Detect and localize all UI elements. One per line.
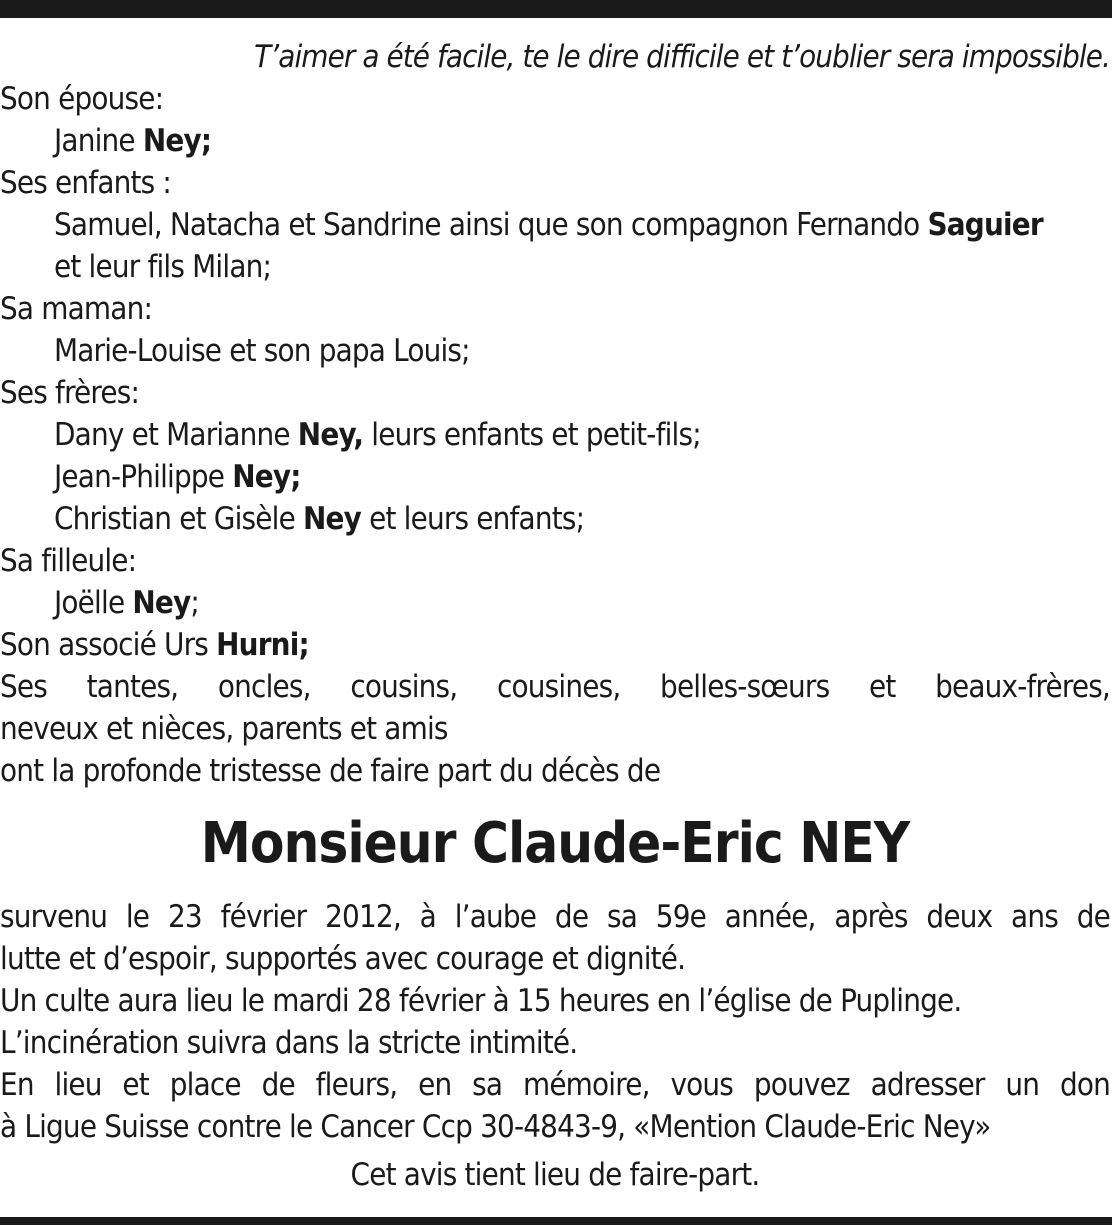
brother3-rest: et leurs enfants; [361, 501, 585, 537]
goddaughter-end: ; [190, 585, 200, 621]
goddaughter-last: Ney [132, 585, 191, 621]
children-last: Saguier [927, 207, 1043, 243]
spouse-first: Janine [54, 123, 135, 159]
motto: T’aimer a été facile, te le dire difficile et t’oublier sera impossible. [254, 39, 1110, 75]
footer-note: Cet avis tient lieu de faire-part. [350, 1157, 760, 1193]
brother-line-2 [0, 456, 1110, 498]
spouse-line [0, 120, 1110, 162]
brother-line-1 [0, 414, 1110, 456]
relatives-line-2: neveux et nièces, parents et amis [0, 711, 448, 747]
partner-line [0, 624, 1110, 666]
spouse-last: Ney; [142, 123, 212, 159]
goddaughter-first: Joëlle [54, 585, 125, 621]
brother3-last: Ney [303, 501, 362, 537]
goddaughter-label: Sa filleule: [0, 543, 137, 579]
cremation-line: L’incinération suivra dans la stricte intimité. [0, 1025, 578, 1061]
donation-line-2: à Ligue Suisse contre le Cancer Ccp 30-4843-9, «Mention Claude-Eric Ney» [0, 1109, 991, 1145]
death-line-1: survenu le 23 février 2012, à l’aube de sa 59e année, après deux ans de [0, 899, 1110, 935]
children-line-2: et leur fils Milan; [54, 249, 272, 285]
brothers-label: Ses frères: [0, 375, 140, 411]
goddaughter-line [0, 582, 1110, 624]
top-rule [0, 0, 1112, 18]
obituary-notice [0, 36, 1110, 1196]
spouse-label: Son épouse: [0, 81, 164, 117]
mother-label: Sa maman: [0, 291, 153, 327]
brother2-first: Jean-Philippe [54, 459, 225, 495]
announce-line: ont la profonde tristesse de faire part du décès de [0, 753, 661, 789]
brother3-first: Christian et Gisèle [54, 501, 295, 537]
service-line: Un culte aura lieu le mardi 28 février à 15 heures en l’église de Puplinge. [0, 983, 962, 1019]
partner-last: Hurni; [216, 627, 309, 663]
children-line-1 [0, 204, 1110, 246]
brother1-first: Dany et Marianne [54, 417, 290, 453]
bottom-rule [0, 1217, 1112, 1225]
death-line-2: lutte et d’espoir, supportés avec courage et dignité. [0, 941, 686, 977]
mother-line: Marie-Louise et son papa Louis; [54, 333, 470, 369]
children-label: Ses enfants : [0, 165, 171, 201]
partner-first: Son associé Urs [0, 627, 209, 663]
brother1-last: Ney, [297, 417, 364, 453]
relatives-line-1: Ses tantes, oncles, cousins, cousines, belles-sœurs et beaux-frères, [0, 669, 1110, 705]
children-names: Samuel, Natacha et Sandrine ainsi que son compagnon Fernando [54, 207, 920, 243]
brother1-rest: leurs enfants et petit-fils; [363, 417, 701, 453]
brother2-last: Ney; [232, 459, 301, 495]
brother-line-3 [0, 498, 1110, 540]
deceased-name: Monsieur Claude-Eric NEY [200, 811, 910, 876]
donation-line-1: En lieu et place de fleurs, en sa mémoire, vous pouvez adresser un don [0, 1067, 1110, 1103]
